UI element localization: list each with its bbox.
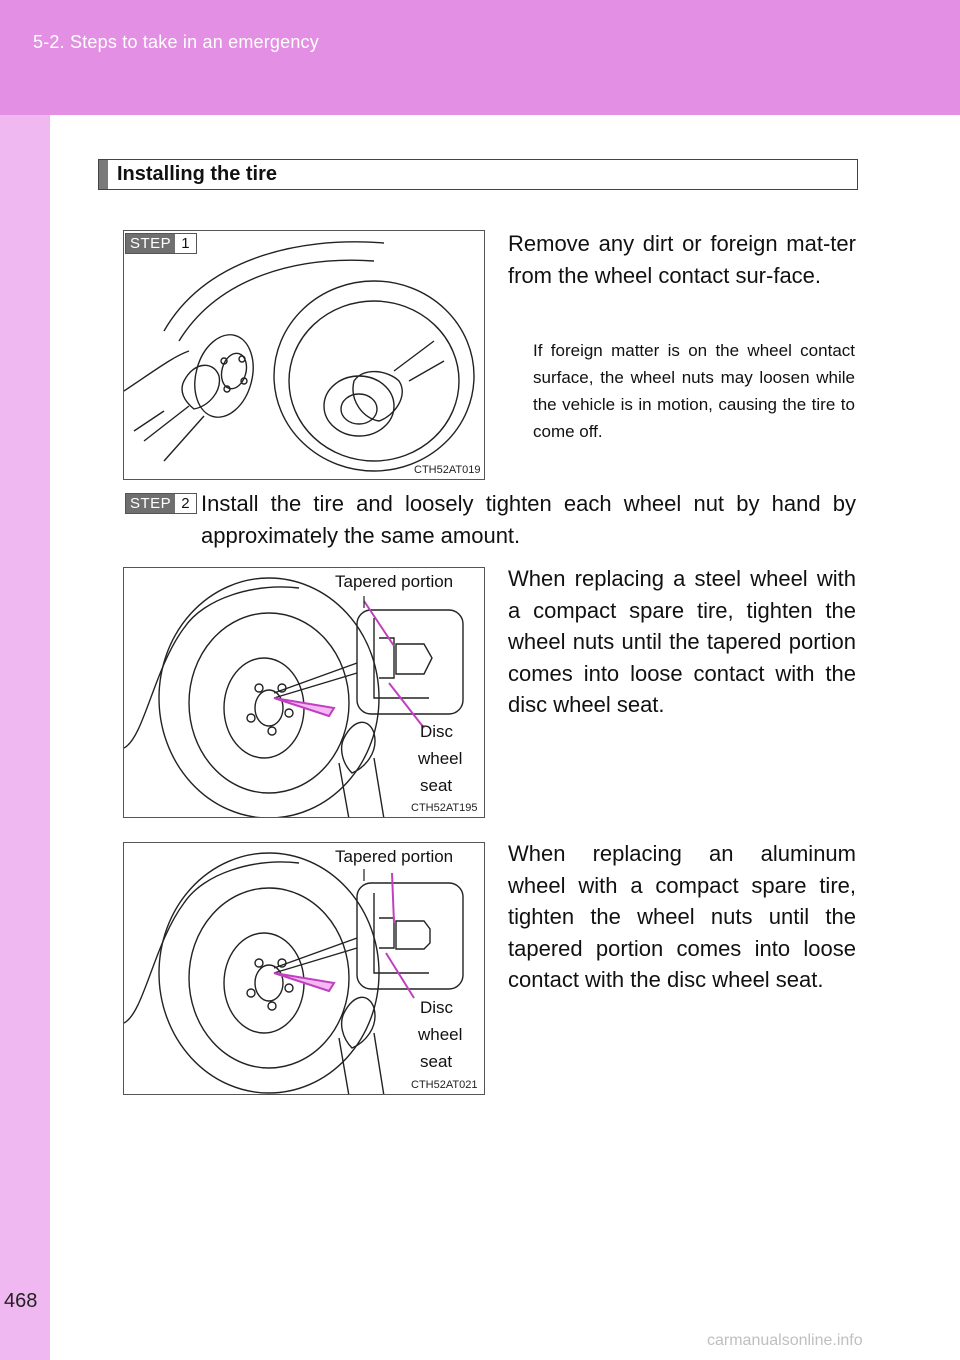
label-disc: Disc [420, 998, 454, 1017]
section-title: Installing the tire [117, 163, 278, 185]
step-badge-1 [125, 233, 197, 254]
step-badge-number: 1 [175, 234, 195, 253]
label-tapered-portion: Tapered portion [335, 847, 454, 866]
label-wheel: wheel [418, 1025, 463, 1044]
figure-clean-wheel [123, 230, 485, 480]
label-seat: seat [420, 1052, 453, 1071]
figure-code: CTH52AT019 [414, 464, 481, 476]
steel-wheel-text: When replacing a steel wheel with a compact spare tire, tighten the wheel nuts until the tapered portion comes into loose contact with the disc wheel seat. [508, 566, 856, 717]
step-badge-2 [125, 493, 197, 514]
step2-text: Install the tire and loosely tighten each wheel nut by hand by approximately the same amount. [201, 491, 856, 548]
side-band [0, 115, 50, 1360]
aluminum-wheel-text: When replacing an aluminum wheel with a compact spare tire, tighten the wheel nuts until the tapered portion comes into loose contact with the disc wheel seat. [508, 841, 856, 992]
header-band [0, 0, 960, 115]
label-disc: Disc [420, 722, 454, 741]
label-tapered-portion: Tapered portion [335, 572, 454, 591]
section-heading [98, 159, 858, 190]
section-accent [99, 160, 108, 189]
figure-code: CTH52AT195 [411, 802, 478, 814]
step-badge-label: STEP [126, 494, 175, 513]
clean-wheel-illustration [124, 231, 485, 480]
watermark: carmanualsonline.info [707, 1332, 863, 1349]
step1-note: If foreign matter is on the wheel contact surface, the wheel nuts may loosen while the vehicle is in motion, causing the tire to come off. [533, 341, 855, 441]
label-seat: seat [420, 776, 453, 795]
figure-code: CTH52AT021 [411, 1079, 478, 1091]
label-wheel: wheel [418, 749, 463, 768]
breadcrumb: 5-2. Steps to take in an emergency [33, 32, 319, 52]
step-badge-label: STEP [126, 234, 175, 253]
step-badge-number: 2 [175, 494, 195, 513]
page-number: 468 [4, 1290, 38, 1312]
step1-text: Remove any dirt or foreign mat-ter from the wheel contact sur-face. [508, 231, 856, 288]
